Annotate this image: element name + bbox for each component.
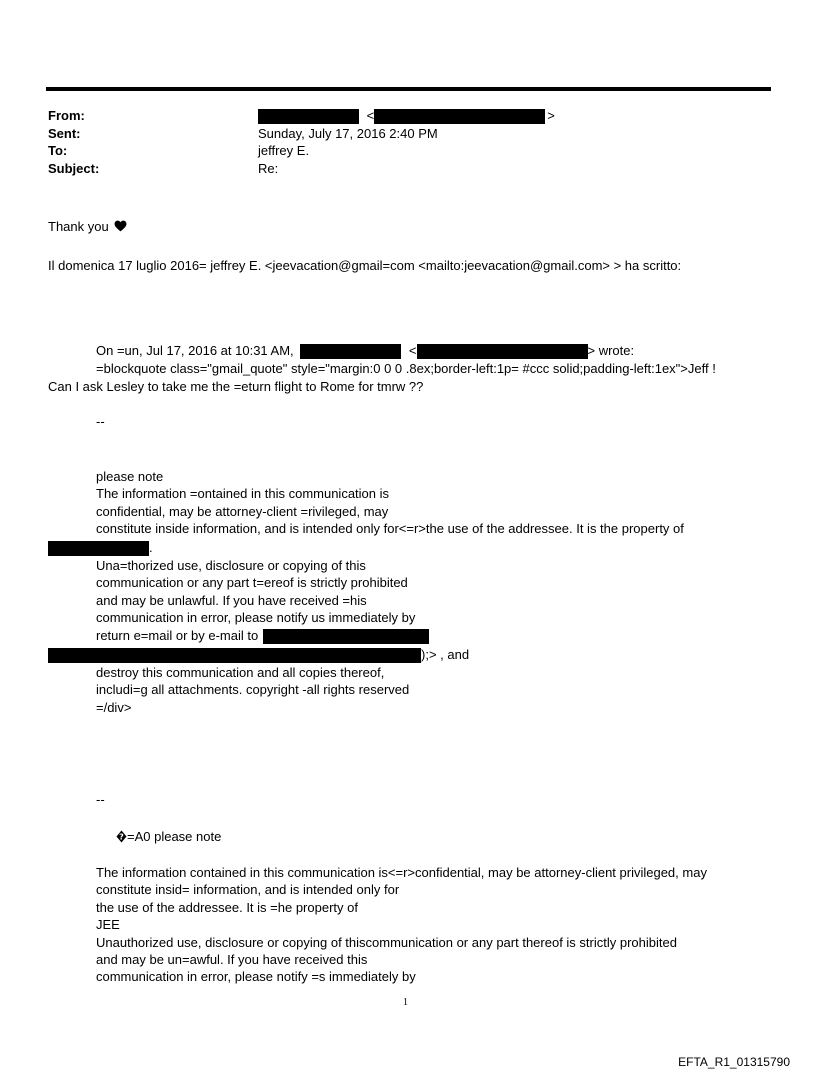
disclaimer-line: the use of the addressee. It is =he property of — [96, 899, 358, 915]
quote-line-2: =blockquote class="gmail_quote" style="margin:0 0 0 .8ex;border-left:1p= #ccc solid;padding-left:1ex">Jeff ! — [96, 361, 716, 376]
heart-icon — [114, 220, 127, 232]
from-label: From: — [48, 108, 85, 123]
to-value: jeffrey E. — [258, 143, 310, 158]
from-gt: > — [547, 108, 555, 123]
disclaimer-line: and may be unlawful. If you have received =his — [96, 592, 367, 608]
quote-line-3: Can I ask Lesley to take me the =eturn flight to Rome for tmrw ?? — [48, 379, 424, 394]
a0-text: =A0 please note — [127, 829, 222, 844]
quote-on-line — [96, 342, 634, 359]
redaction-block — [300, 344, 401, 359]
disclaimer-line: JEE — [96, 917, 120, 933]
reply-header: Il domenica 17 luglio 2016= jeffrey E. <jeevacation@gmail=com <mailto:jeevacation@gmail.com> > ha scritto: — [48, 258, 682, 273]
redaction-block — [417, 344, 588, 359]
disclaimer-line: =/div> — [96, 699, 132, 715]
redacted-email-line — [48, 646, 469, 663]
disclaimer-line: communication or any part t=ereof is strictly prohibited — [96, 575, 408, 591]
quote-lt: < — [408, 343, 417, 358]
disclaimer-line: The information =ontained in this communication is — [96, 486, 390, 502]
redacted-owner-line — [48, 539, 153, 556]
quote-on-text: On =un, Jul 17, 2016 at 10:31 AM, — [96, 343, 294, 358]
disclaimer-line: includi=g all attachments. copyright -all rights reserved — [96, 682, 410, 698]
thank-you-line — [48, 218, 127, 235]
disclaimer-line: communication in error, please notify us immediately by — [96, 610, 416, 626]
to-label: To: — [48, 143, 68, 158]
disclaimer-line: constitute insid= information, and is intended only for — [96, 882, 400, 898]
disclaimer-tail: );> , and — [421, 647, 470, 662]
sent-label: Sent: — [48, 125, 81, 141]
disclaimer-line: please note — [96, 469, 164, 484]
redaction-block — [258, 109, 359, 124]
header-rule — [46, 87, 771, 91]
disclaimer-line: Unauthorized use, disclosure or copying of thiscommunication or any part thereof is strictly prohibited — [96, 934, 677, 950]
thank-you-text: Thank you — [48, 219, 109, 234]
disclaimer-1c — [96, 664, 409, 716]
redaction-block — [48, 541, 149, 556]
disclaimer-line: constitute inside information, and is intended only for<=r>the use of the addressee. It is the property of — [96, 521, 684, 537]
subject-label: Subject: — [48, 160, 100, 176]
subject-value: Re: — [258, 160, 279, 176]
sent-value: Sunday, July 17, 2016 2:40 PM — [258, 125, 438, 141]
disclaimer-line-text: return e=mail or by e-mail to — [96, 627, 259, 643]
quote-wrote: > wrote: — [587, 343, 635, 358]
separator: -- — [96, 414, 105, 429]
disclaimer-1 — [96, 468, 684, 538]
redaction-block — [48, 648, 421, 663]
replacement-char-icon — [116, 830, 127, 843]
disclaimer-2 — [96, 864, 707, 986]
separator: -- — [96, 792, 105, 807]
from-lt: < — [366, 108, 375, 123]
disclaimer-line — [96, 627, 429, 644]
disclaimer-line: destroy this communication and all copies thereof, — [96, 665, 385, 680]
disclaimer-line: communication in error, please notify =s immediately by — [96, 969, 416, 985]
disclaimer-line: confidential, may be attorney-client =rivileged, may — [96, 503, 389, 519]
svg-text:?: ? — [119, 832, 124, 842]
redaction-block — [263, 629, 429, 644]
disclaimer-line: Una=thorized use, disclosure or copying of this — [96, 558, 366, 573]
from-value — [258, 108, 555, 124]
disclaimer-dot: . — [149, 540, 153, 555]
disclaimer-1b — [96, 557, 429, 644]
a0-line — [116, 828, 221, 845]
redaction-block — [374, 109, 545, 124]
disclaimer-line: The information contained in this communication is<=r>confidential, may be attorney-client privileged, may — [96, 865, 707, 880]
disclaimer-line: and may be un=awful. If you have received this — [96, 951, 368, 967]
page-number: 1 — [403, 997, 408, 1008]
document-id: EFTA_R1_01315790 — [678, 1055, 790, 1069]
